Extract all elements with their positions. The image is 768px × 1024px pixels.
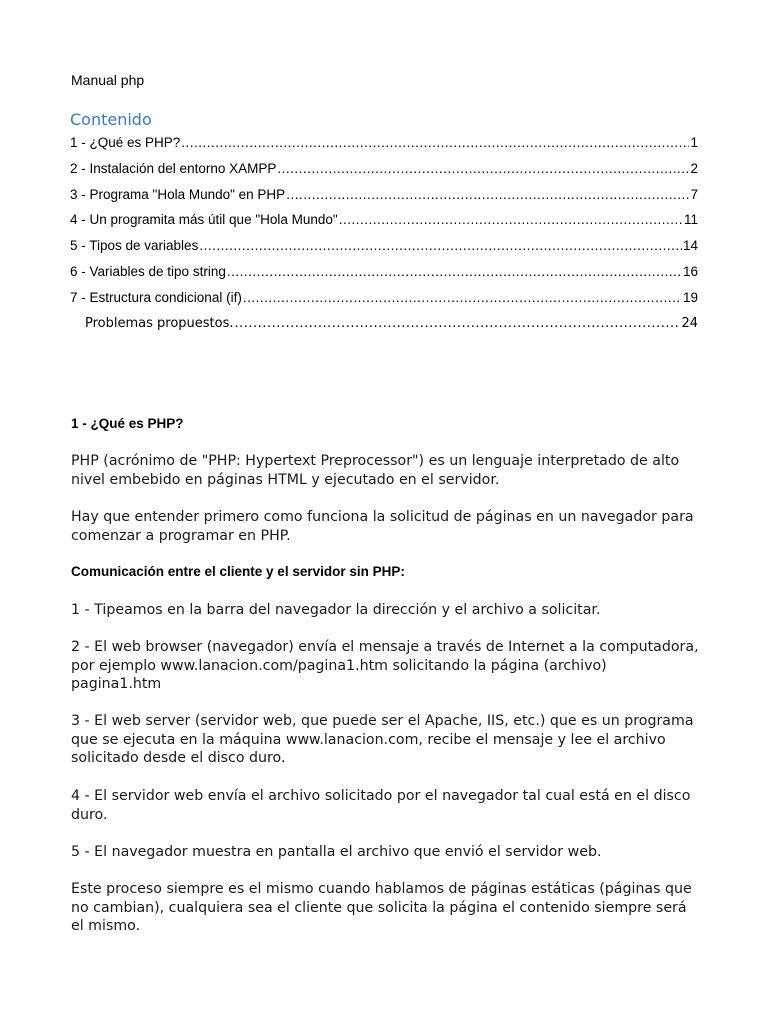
toc-entry-label: 7 - Estructura condicional (if) <box>70 289 242 305</box>
toc-leader-dots <box>243 290 682 305</box>
toc-entry[interactable] <box>70 264 698 290</box>
toc-leader-dots <box>199 238 682 253</box>
toc-entry-page: 11 <box>683 212 698 228</box>
list-step: 1 - Tipeamos en la barra del navegador la dirección y el archivo a solicitar. <box>71 602 601 618</box>
toc-entry-page: 1 <box>690 135 698 150</box>
toc-leader-dots <box>227 264 682 279</box>
toc-leader-dots <box>277 161 689 176</box>
toc-entry-label: 2 - Instalación del entorno XAMPP <box>70 160 277 176</box>
toc-entry-page: 19 <box>682 289 698 305</box>
toc-entry[interactable] <box>70 135 698 161</box>
toc-entry[interactable] <box>70 212 698 238</box>
toc-entry-label: 4 - Un programita más útil que "Hola Mundo" <box>70 212 338 228</box>
section-heading: 1 - ¿Qué es PHP? <box>71 416 184 431</box>
list-step: 3 - El web server (servidor web, que puede ser el Apache, IIS, etc.) que es un programa que se ejecuta en la máquina www.lanacion.com, recibe el mensaje y lee el archivo solicitado desde el disco duro. <box>71 713 694 766</box>
table-of-contents <box>70 135 698 341</box>
toc-entry-page: 16 <box>682 263 698 279</box>
paragraph: Este proceso siempre es el mismo cuando hablamos de páginas estáticas (páginas que no cambian), cualquiera sea el cliente que solicita la página el contenido siempre será el mismo. <box>71 881 692 934</box>
paragraph: PHP (acrónimo de "PHP: Hypertext Preprocessor") es un lenguaje interpretado de alto nivel embebido en páginas HTML y ejecutado en el servidor. <box>71 453 680 488</box>
toc-entry-label: 1 - ¿Qué es PHP? <box>70 135 181 150</box>
list-step: 4 - El servidor web envía el archivo solicitado por el navegador tal cual está en el disco duro. <box>71 788 691 823</box>
toc-entry-page: 24 <box>681 315 698 331</box>
toc-entry[interactable] <box>70 161 698 187</box>
toc-entry-label: 3 - Programa "Hola Mundo" en PHP <box>70 186 286 202</box>
toc-leader-dots <box>181 135 689 150</box>
toc-entry[interactable] <box>70 316 698 342</box>
subsection-heading: Comunicación entre el cliente y el servidor sin PHP: <box>71 564 405 579</box>
toc-entry-page: 2 <box>690 160 698 176</box>
toc-entry-label: 6 - Variables de tipo string <box>70 263 226 279</box>
toc-entry-page: 14 <box>682 238 698 254</box>
toc-leader-dots <box>286 187 689 202</box>
paragraph: Hay que entender primero como funciona la solicitud de páginas en un navegador para comenzar a programar en PHP. <box>71 509 694 544</box>
toc-entry[interactable] <box>70 238 698 264</box>
list-step: 5 - El navegador muestra en pantalla el archivo que envió el servidor web. <box>71 844 602 860</box>
toc-entry[interactable] <box>70 290 698 316</box>
toc-entry[interactable] <box>70 187 698 213</box>
toc-entry-label: 5 - Tipos de variables <box>70 238 199 254</box>
toc-entry-page: 7 <box>690 186 698 202</box>
toc-entry-label: Problemas propuestos. <box>85 315 234 331</box>
toc-leader-dots <box>339 212 683 227</box>
toc-leader-dots <box>235 316 681 331</box>
toc-heading: Contenido <box>70 110 152 129</box>
document-title: Manual php <box>71 72 145 88</box>
list-step: 2 - El web browser (navegador) envía el mensaje a través de Internet a la computadora, por ejemplo www.lanacion.com/pagina1.htm solicitando la página (archivo) pagina1.htm <box>71 639 699 692</box>
